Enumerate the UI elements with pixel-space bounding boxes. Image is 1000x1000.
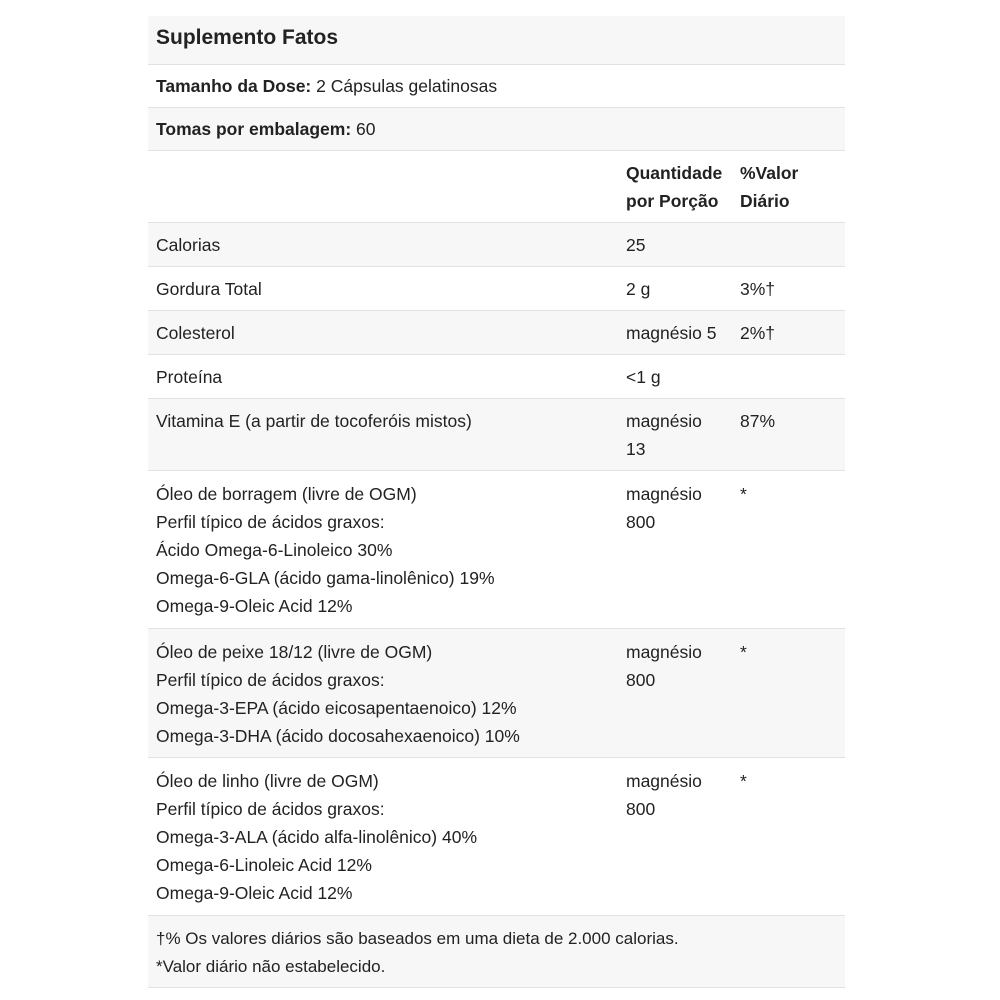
oil-description [148,767,626,915]
amount-line2: 800 [626,799,656,819]
nutrient-amount [626,480,740,628]
amount-header-line2: por Porção [626,191,719,211]
column-header-amount [626,159,740,222]
nutrient-amount [626,407,740,470]
nutrient-name: Gordura Total [156,279,262,299]
servings-per-container-value: 60 [351,119,376,139]
column-header-daily-value [740,159,845,222]
nutrient-daily-value [740,363,845,398]
nutrient-daily-value: 2%† [740,323,776,343]
oil-line: Óleo de linho (livre de OGM) [156,771,379,791]
table-title: Suplemento Fatos [148,16,845,65]
serving-size-label: Tamanho da Dose: [156,76,312,96]
oil-line: Omega-9-Oleic Acid 12% [156,596,353,616]
table-row [148,267,845,311]
nutrient-amount: <1 g [626,367,661,387]
table-row [148,471,845,629]
oil-line: Perfil típico de ácidos graxos: [156,670,385,690]
table-row [148,629,845,758]
oil-line: Omega-3-ALA (ácido alfa-linolênico) 40% [156,827,477,847]
nutrient-amount: 25 [626,235,646,255]
dv-header-line2: Diário [740,191,790,211]
oil-line: Omega-3-EPA (ácido eicosapentaenoico) 12% [156,698,517,718]
amount-line1: magnésio [626,484,702,504]
amount-line2: 800 [626,670,656,690]
footnotes [148,916,845,988]
column-header-nutrient [148,159,626,222]
nutrient-amount: 2 g [626,279,651,299]
oil-line: Perfil típico de ácidos graxos: [156,799,385,819]
nutrient-name: Vitamina E (a partir de tocoferóis mistos) [156,411,472,431]
table-row [148,399,845,471]
amount-line1: magnésio [626,411,702,431]
amount-line2: 800 [626,512,656,532]
oil-line: Óleo de peixe 18/12 (livre de OGM) [156,642,433,662]
oil-line: Perfil típico de ácidos graxos: [156,512,385,532]
oil-line: Omega-6-Linoleic Acid 12% [156,855,372,875]
footnote-daily-value: †% Os valores diários são baseados em uma dieta de 2.000 calorias. [156,929,679,948]
nutrient-daily-value: * [740,771,747,791]
table-row [148,223,845,267]
nutrient-name: Calorias [156,235,221,255]
nutrient-daily-value [740,231,845,266]
nutrient-name: Colesterol [156,323,235,343]
oil-line: Omega-6-GLA (ácido gama-linolênico) 19% [156,568,495,588]
serving-size-value: 2 Cápsulas gelatinosas [311,76,498,96]
dv-header-line1: %Valor [740,163,799,183]
oil-line: Ácido Omega-6-Linoleico 30% [156,540,393,560]
oil-line: Óleo de borragem (livre de OGM) [156,484,417,504]
supplement-facts-table [148,16,845,988]
oil-line: Omega-9-Oleic Acid 12% [156,883,353,903]
servings-per-container-row [148,108,845,151]
footnote-not-established: *Valor diário não estabelecido. [156,957,386,976]
nutrient-daily-value: * [740,484,747,504]
nutrient-amount: magnésio 5 [626,323,717,343]
oil-description [148,480,626,628]
nutrient-amount [626,638,740,757]
oil-description [148,638,626,757]
table-row [148,758,845,916]
nutrient-daily-value: 3%† [740,279,776,299]
serving-size-row [148,65,845,108]
nutrient-amount [626,767,740,915]
nutrient-name: Proteína [156,367,223,387]
amount-line1: magnésio [626,771,702,791]
amount-line2: 13 [626,439,646,459]
table-row [148,355,845,399]
servings-per-container-label: Tomas por embalagem: [156,119,352,139]
table-row [148,311,845,355]
column-header-row [148,151,845,223]
nutrient-daily-value: * [740,642,747,662]
amount-header-line1: Quantidade [626,163,723,183]
nutrient-daily-value: 87% [740,411,776,431]
amount-line1: magnésio [626,642,702,662]
oil-line: Omega-3-DHA (ácido docosahexaenoico) 10% [156,726,520,746]
